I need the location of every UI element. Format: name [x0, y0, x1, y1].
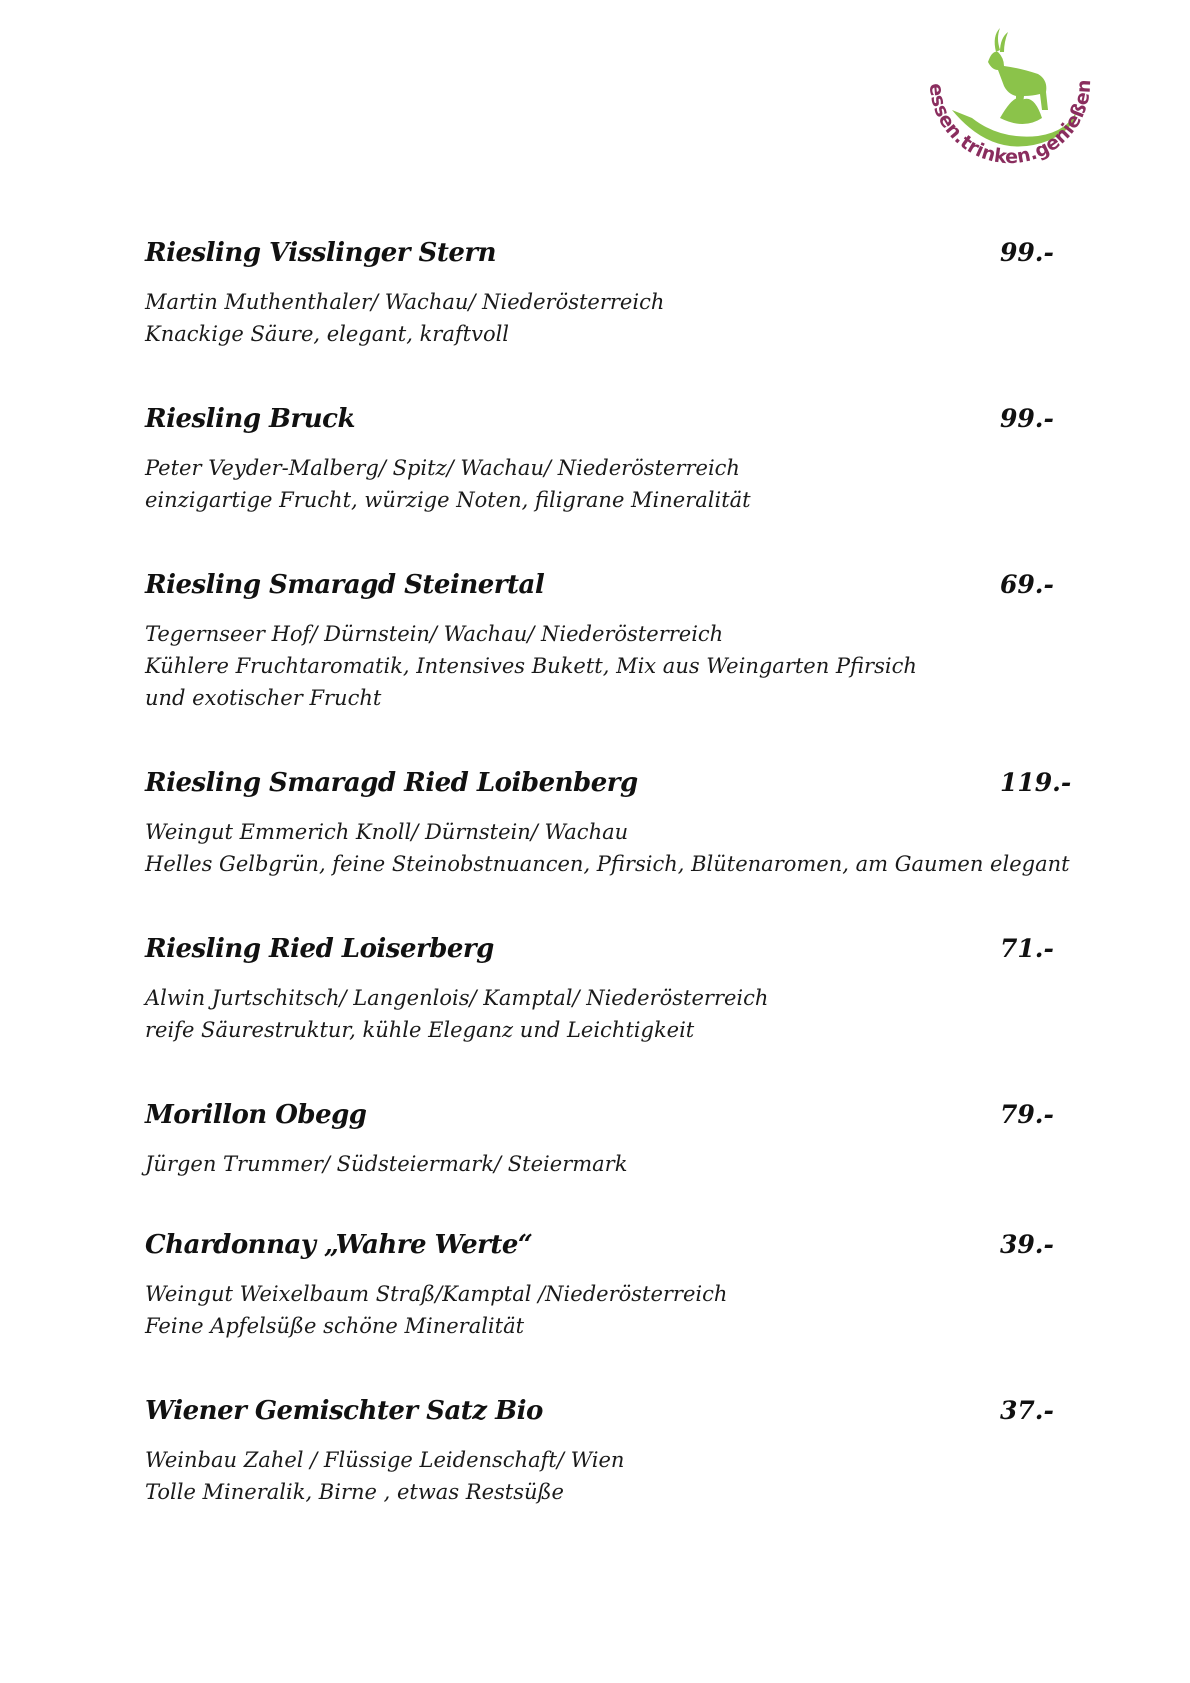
- wine-name: Chardonnay „Wahre Werte“: [145, 1230, 533, 1260]
- wine-description-line: und exotischer Frucht: [145, 686, 382, 710]
- wine-item: [145, 1098, 1065, 1180]
- wine-description: [145, 1148, 1065, 1180]
- wine-description: [145, 982, 1065, 1046]
- wine-description: [145, 1278, 1065, 1342]
- wine-price: 79.-: [1000, 1100, 1054, 1129]
- wine-description-line: Weinbau Zahel / Flüssige Leidenschaft/ Wien: [145, 1448, 625, 1472]
- wine-description: [145, 452, 1065, 516]
- wine-description-line: Helles Gelbgrün, feine Steinobstnuancen, Pfirsich, Blütenaromen, am Gaumen elegant: [145, 852, 1070, 876]
- wine-description-line: Weingut Emmerich Knoll/ Dürnstein/ Wachau: [145, 820, 629, 844]
- wine-item: [145, 932, 1065, 1046]
- wine-name: Riesling Smaragd Steinertal: [145, 570, 545, 600]
- wine-description: [145, 286, 1065, 350]
- wine-item: [145, 766, 1072, 880]
- wine-name: Wiener Gemischter Satz Bio: [145, 1396, 543, 1426]
- wine-item: [145, 1228, 1065, 1342]
- wine-item: [145, 568, 1065, 714]
- wine-name: Riesling Bruck: [145, 404, 355, 434]
- wine-description-line: reife Säurestruktur, kühle Eleganz und Leichtigkeit: [145, 1018, 695, 1042]
- wine-name: Riesling Smaragd Ried Loibenberg: [145, 768, 638, 798]
- wine-description-line: Tolle Mineralik, Birne , etwas Restsüße: [145, 1480, 564, 1504]
- wine-description: [145, 618, 1065, 714]
- chamois-on-rocker-icon: [900, 22, 1120, 202]
- wine-price: 99.-: [1000, 238, 1054, 267]
- wine-description: [145, 1444, 1065, 1508]
- wine-price: 99.-: [1000, 404, 1054, 433]
- wine-list: [145, 236, 1072, 1508]
- wine-description-line: Weingut Weixelbaum Straß/Kamptal /Niederösterreich: [145, 1282, 728, 1306]
- wine-description-line: Knackige Säure, elegant, kraftvoll: [145, 322, 510, 346]
- wine-price: 37.-: [1000, 1396, 1054, 1425]
- wine-name: Morillon Obegg: [145, 1100, 367, 1130]
- wine-item: [145, 1394, 1065, 1508]
- wine-price: 39.-: [1000, 1230, 1054, 1259]
- wine-description-line: Alwin Jurtschitsch/ Langenlois/ Kamptal/ Niederösterreich: [145, 986, 769, 1010]
- wine-price: 71.-: [1000, 934, 1054, 963]
- wine-description-line: Martin Muthenthaler/ Wachau/ Niederösterreich: [145, 290, 665, 314]
- wine-name: Riesling Visslinger Stern: [145, 238, 496, 268]
- wine-description-line: Feine Apfelsüße schöne Mineralität: [145, 1314, 525, 1338]
- wine-item: [145, 236, 1065, 350]
- logo: [900, 22, 1120, 202]
- logo-text: essen.trinken.genießen: [924, 79, 1096, 169]
- wine-item: [145, 402, 1065, 516]
- wine-price: 119.-: [1000, 768, 1072, 797]
- wine-description: [145, 816, 1070, 880]
- wine-description-line: Tegernseer Hof/ Dürnstein/ Wachau/ Niederösterreich: [145, 622, 724, 646]
- wine-price: 69.-: [1000, 570, 1054, 599]
- wine-description-line: einzigartige Frucht, würzige Noten, filigrane Mineralität: [145, 488, 751, 512]
- wine-name: Riesling Ried Loiserberg: [145, 934, 494, 964]
- wine-description-line: Kühlere Fruchtaromatik, Intensives Bukett, Mix aus Weingarten Pfirsich: [145, 654, 917, 678]
- wine-description-line: Jürgen Trummer/ Südsteiermark/ Steiermark: [145, 1152, 628, 1176]
- wine-description-line: Peter Veyder-Malberg/ Spitz/ Wachau/ Niederösterreich: [145, 456, 740, 480]
